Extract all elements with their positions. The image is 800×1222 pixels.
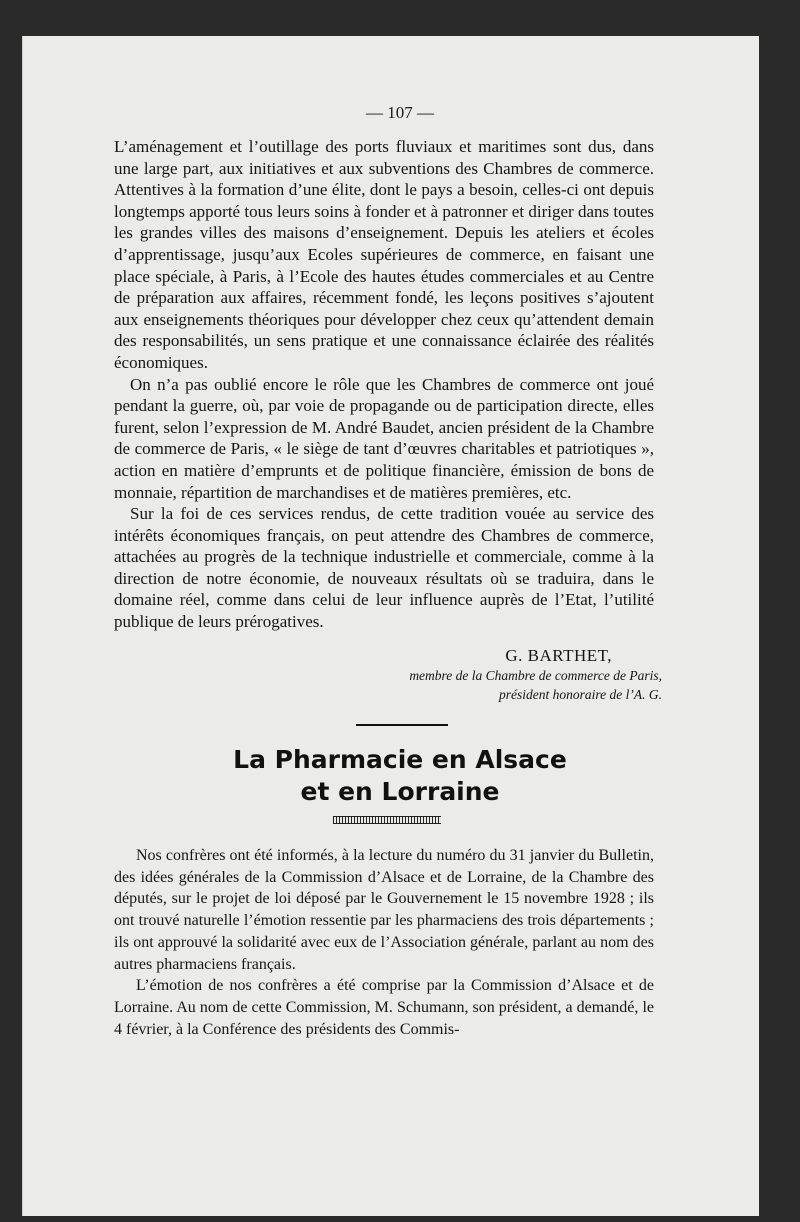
author-role: membre de la Chambre de commerce de Paris, — [409, 668, 662, 683]
title-line: La Pharmacie en Alsace — [233, 745, 567, 774]
author-name: G. BARTHET, — [505, 646, 612, 665]
author-role: président honoraire de l’A. G. — [499, 687, 662, 702]
article-chambres-de-commerce — [114, 136, 654, 633]
signature-block — [114, 645, 662, 704]
paragraph: Sur la foi de ces services rendus, de cette tradition vouée au service des intérêts économiques français, on peut attendre des Chambres de commerce, attachées au progrès de la technique industrielle et commerciale, comme à la direction de notre économie, de nouveaux résultats où se traduira, dans le domaine réel, comme dans celui de leur influence auprès de l’Etat, l’utilité publique de leurs prérogatives. — [114, 504, 654, 632]
section-divider — [356, 724, 448, 726]
page-number: — 107 — — [366, 103, 434, 122]
paragraph: L’émotion de nos confrères a été comprise par la Commission d’Alsace et de Lorraine. Au nom de cette Commission, M. Schumann, son président, a demandé, le 4 février, à la Conférence des présidents des Commis- — [114, 977, 654, 1038]
article-pharmacie-alsace — [114, 845, 654, 1040]
paragraph: L’aménagement et l’outillage des ports fluviaux et maritimes sont dus, dans une large part, aux initiatives et aux subventions des Chambres de commerce. Attentives à la formation d’une élite, dont le pays a besoin, celles-ci ont depuis longtemps apporté tous leurs soins à fonder et à patronner et diriger dans toutes les grandes villes des maisons d’enseignement. Depuis les ateliers et écoles d’apprentissage, jusqu’aux Ecoles supérieures de commerce, en faisant une place spéciale, à Paris, à l’Ecole des hautes études commerciales et au Centre de préparation aux affaires, récemment fondé, les leçons positives s’ajoutent aux enseignements théoriques pour développer chez ceux qu’attendent demain des responsabilités, un sens pratique et une connaissance éclairée des réalités économiques. — [114, 137, 654, 372]
title-ornament — [333, 816, 441, 824]
title-line: et en Lorraine — [300, 777, 500, 806]
paragraph: On n’a pas oublié encore le rôle que les Chambres de commerce ont joué pendant la guerre, où, par voie de propagande ou de participation directe, elles furent, selon l’expression de M. André Baudet, ancien président de la Chambre de commerce de Paris, « le siège de tant d’œuvres charitables et patriotiques », action en matière d’emprunts et de politique financière, émission de bons de monnaie, répartition de marchandises et de matières premières, etc. — [114, 374, 654, 502]
article-title — [0, 744, 800, 808]
paragraph: Nos confrères ont été informés, à la lecture du numéro du 31 janvier du Bulletin, des idées générales de la Commission d’Alsace et de Lorraine, de la Chambre des députés, sur le projet de loi déposé par le Gouvernement le 15 novembre 1928 ; ils ont trouvé naturelle l’émotion ressentie par les pharmaciens des trois départements ; ils ont approuvé la solidarité avec eux de l’Association générale, parlant au nom des autres pharmaciens français. — [114, 847, 654, 973]
